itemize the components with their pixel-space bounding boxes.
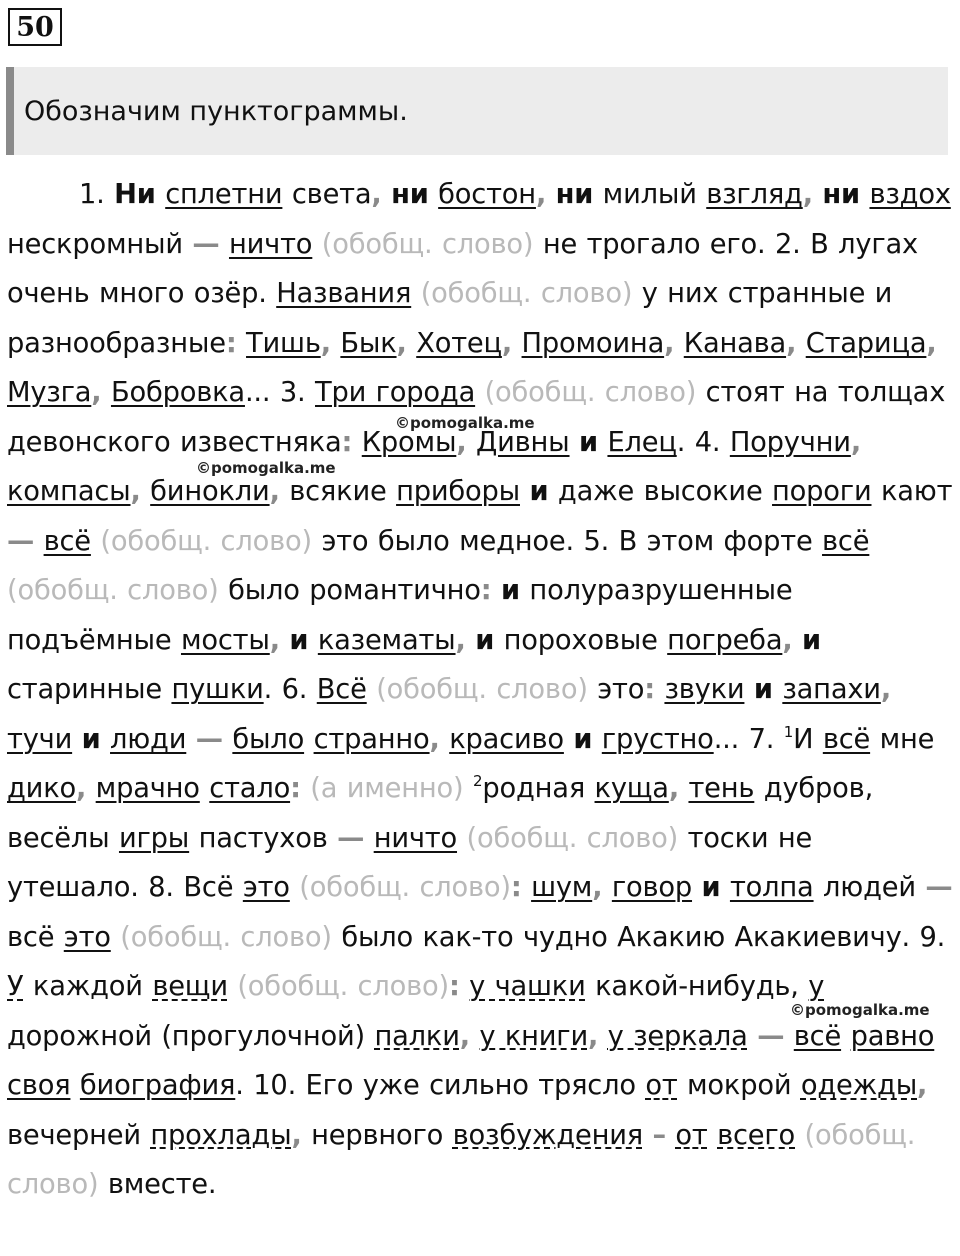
instruction-text: Обозначим пунктограммы. (24, 95, 408, 127)
exercise-number: 50 (8, 8, 62, 46)
instruction-banner (6, 67, 948, 155)
watermark: ©pomogalka.me (395, 414, 535, 432)
watermark: ©pomogalka.me (790, 1001, 930, 1019)
exercise-text: 1. Ни сплетни света, ни бостон, ни милый взгляд, ни вздох нескромный — ничто (обобщ. слово) не трогало его. 2. В лугах очень много озёр. Названия (обобщ. слово) у них странные и разнообразные: Тишь, Бык, Хотец, Промоина, Канава, Старица, Музга, Бобровка... 3. Три города (обобщ. слово) стоят на толщах девонского известняка: Кромы, Дивны и Елец. 4. Поручни, компасы, бинокли, всякие приборы и даже высокие пороги кают — всё (обобщ. слово) это было медное. 5. В этом форте всё (обобщ. слово) было романтично: и полуразрушенные подъёмные мосты, и казематы, и пороховые погреба, и старинные пушки. 6. Всё (обобщ. слово) это: звуки и запахи, тучи и люди — было странно, красиво и грустно... 7. $^1$И всё мне дико, мрачно стало: (а именно) $^2$родная куща, тень дубров, весёлы игры пастухов — ничто (обобщ. слово) тоски не утешало. 8. Всё это (обобщ. слово): шум, говор и толпа людей — всё это (обобщ. слово) было как-то чудно Акакию Акакиевичу. 9. У каждой вещи (обобщ. слово): у чашки какой-нибудь, у дорожной (прогулочной) палки, у книги, у зеркала — всё равно своя биография. 10. Его уже сильно трясло от мокрой одежды, вечерней прохлады, нервного возбуждения – от всего (обобщ. слово) вместе. (7, 179, 953, 1200)
watermark: ©pomogalka.me (196, 459, 336, 477)
